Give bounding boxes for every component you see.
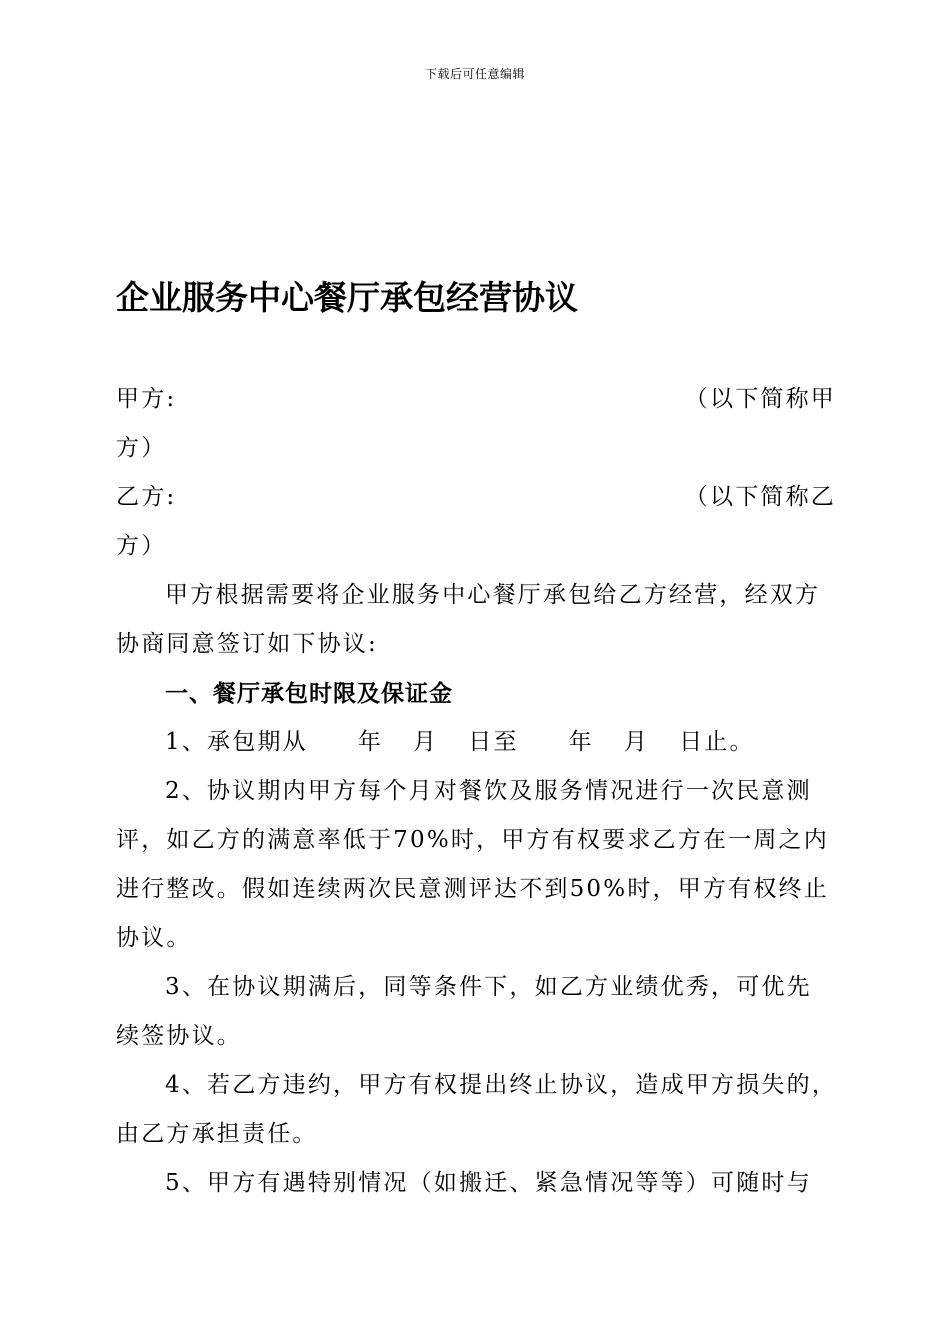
clause-1-5-line-1: 5、甲方有遇特别情况（如搬迁、紧急情况等等）可随时与: [165, 1170, 812, 1196]
party-b-suffix: （以下简称乙: [684, 484, 836, 510]
intro-line-2: 协商同意签订如下协议:: [116, 631, 378, 657]
party-a-line-end: 方）: [116, 435, 167, 461]
clause-1-4-line-2: 由乙方承担责任。: [116, 1121, 318, 1147]
party-b-line: [116, 473, 836, 522]
party-a-label: 甲方:: [116, 386, 177, 412]
clause-1-1-month-from: 月: [413, 729, 439, 755]
party-b-line-end: 方）: [116, 533, 167, 559]
clause-1-1-year-from: 年: [357, 729, 384, 755]
document-body: [116, 375, 836, 1208]
clause-1-1-day-end: 日止。: [679, 729, 755, 755]
intro-line-1: 甲方根据需要将企业服务中心餐厅承包给乙方经营，经双方: [165, 582, 821, 608]
clause-1-1-month-to: 月: [623, 729, 650, 755]
party-b-label: 乙方:: [116, 484, 177, 510]
clause-1-2-line-4: 协议。: [116, 925, 192, 951]
clause-1-2-line-1: 2、协议期内甲方每个月对餐饮及服务情况进行一次民意测: [165, 778, 812, 804]
party-a-line: [116, 375, 836, 424]
document-title: 企业服务中心餐厅承包经营协议: [116, 278, 578, 317]
section-1-heading: 一、餐厅承包时限及保证金: [165, 680, 453, 707]
clause-1-2-line-2: 评，如乙方的满意率低于70%时，甲方有权要求乙方在一周之内: [116, 827, 829, 853]
page-header-note: 下载后可任意编辑: [424, 67, 525, 81]
clause-1-1: [116, 718, 836, 767]
clause-1-1-start: 1、承包期从: [165, 729, 308, 755]
clause-1-1-year-to: 年: [568, 729, 594, 755]
clause-1-3-line-1: 3、在协议期满后，同等条件下，如乙方业绩优秀，可优先: [165, 974, 812, 1000]
clause-1-2-line-3: 进行整改。假如连续两次民意测评达不到50%时，甲方有权终止: [116, 876, 829, 902]
clause-1-4-line-1: 4、若乙方违约，甲方有权提出终止协议，造成甲方损失的，: [165, 1072, 838, 1098]
clause-1-1-day-to: 日至: [468, 729, 519, 755]
clause-1-3-line-2: 续签协议。: [116, 1023, 242, 1049]
party-a-suffix: （以下简称甲: [684, 386, 836, 412]
